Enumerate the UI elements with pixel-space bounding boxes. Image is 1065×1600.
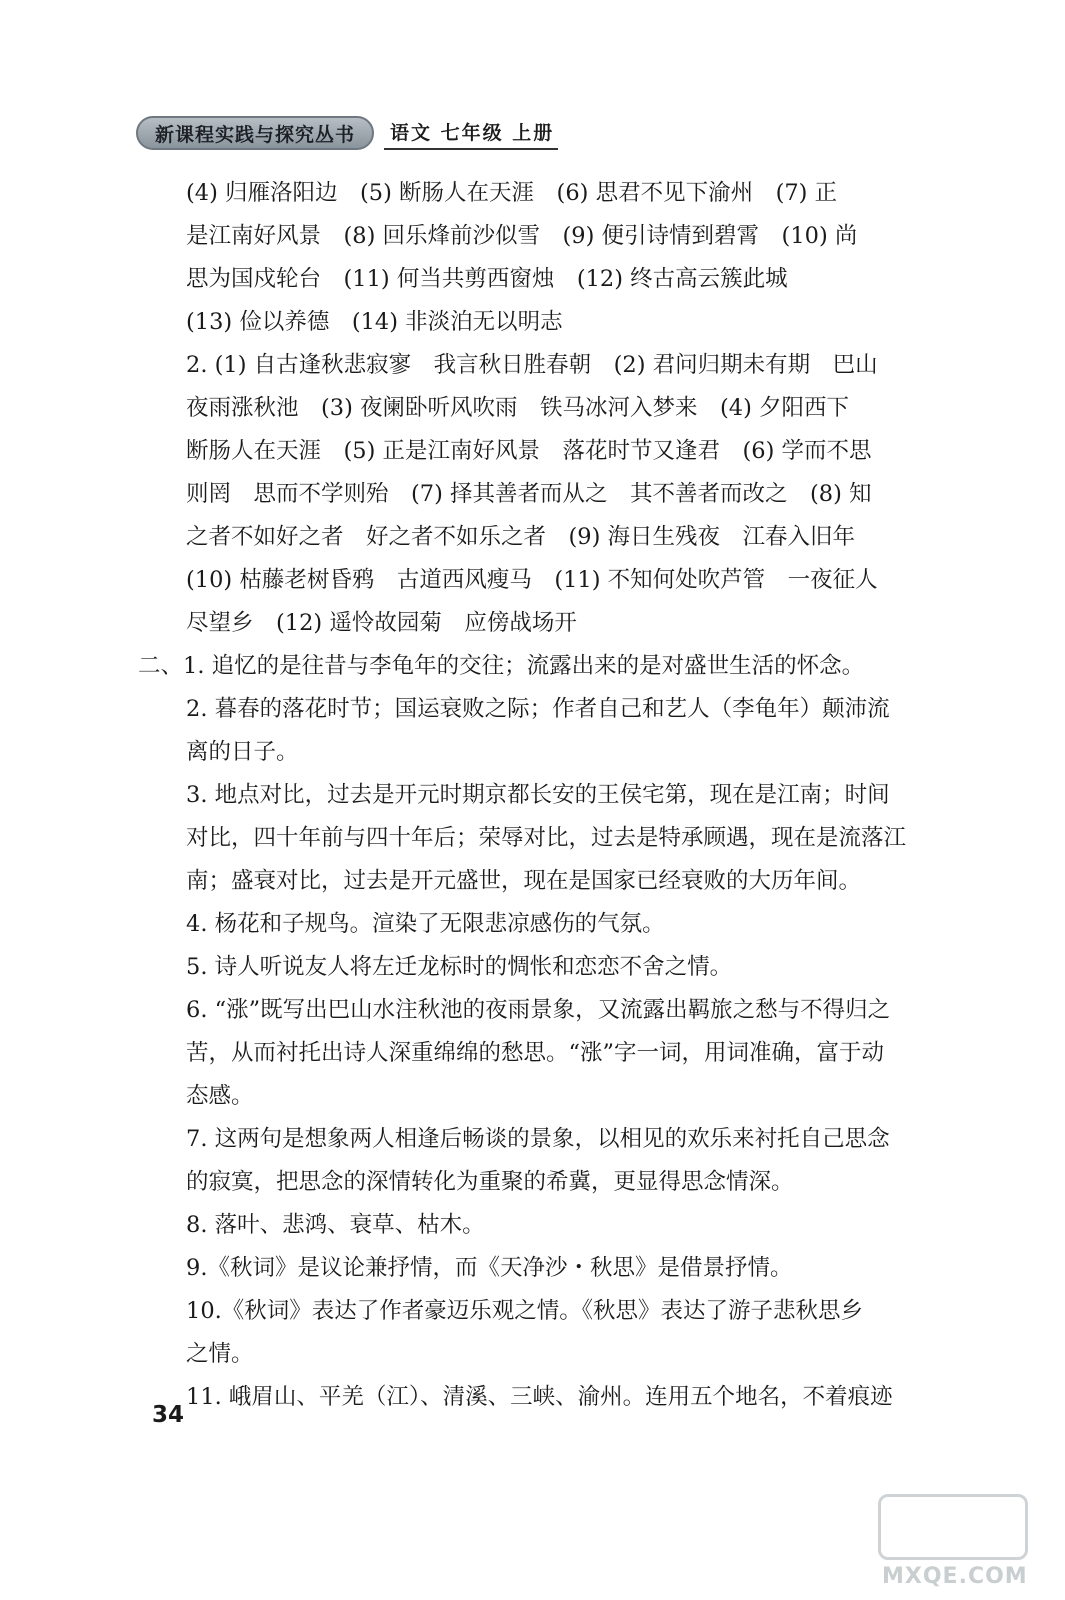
text-line: (13) 俭以养德 (14) 非淡泊无以明志 — [186, 309, 563, 335]
text-line: (4) 归雁洛阳边 (5) 断肠人在天涯 (6) 思君不见下渝州 (7) 正 — [186, 180, 838, 206]
text-line: 8. 落叶、悲鸿、衰草、枯木。 — [186, 1212, 485, 1238]
text-line: 则罔 思而不学则殆 (7) 择其善者而从之 其不善者而改之 (8) 知 — [186, 481, 872, 507]
text-line: 的寂寞，把思念的深情转化为重聚的希冀，更显得思念情深。 — [186, 1169, 794, 1195]
text-line: 对比，四十年前与四十年后；荣辱对比，过去是特承顾遇，现在是流落江 — [186, 825, 907, 851]
text-line: 态感。 — [186, 1083, 254, 1109]
running-header — [136, 116, 558, 150]
text-line: 夜雨涨秋池 (3) 夜阑卧听风吹雨 铁马冰河入梦来 (4) 夕阳西下 — [186, 395, 850, 421]
text-line: 5. 诗人听说友人将左迁龙标时的惆怅和恋恋不舍之情。 — [186, 954, 733, 980]
text-line: 4. 杨花和子规鸟。渲染了无限悲凉感伤的气氛。 — [186, 911, 665, 937]
text-line: 7. 这两句是想象两人相逢后畅谈的景象，以相见的欢乐来衬托自己思念 — [186, 1126, 890, 1152]
text-line: 离的日子。 — [186, 739, 299, 765]
text-line: 之情。 — [186, 1341, 254, 1367]
text-line: 3. 地点对比，过去是开元时期京都长安的王侯宅第，现在是江南；时间 — [186, 782, 890, 808]
text-line: 10.《秋词》表达了作者豪迈乐观之情。《秋思》表达了游子悲秋思乡 — [186, 1298, 864, 1324]
text-line: 思为国戍轮台 (11) 何当共剪西窗烛 (12) 终古高云簇此城 — [186, 266, 788, 292]
text-line: 苦，从而衬托出诗人深重绵绵的愁思。“涨”字一词，用词准确，富于动 — [186, 1040, 885, 1066]
text-line: 11. 峨眉山、平羌（江）、清溪、三峡、渝州。连用五个地名，不着痕迹 — [186, 1384, 893, 1410]
text-line: 是江南好风景 (8) 回乐烽前沙似雪 (9) 便引诗情到碧霄 (10) 尚 — [186, 223, 858, 249]
page-number: 34 — [152, 1402, 185, 1428]
watermark-logo — [878, 1494, 1038, 1594]
text-line: 9.《秋词》是议论兼抒情，而《天净沙・秋思》是借景抒情。 — [186, 1255, 793, 1281]
text-line: 南；盛衰对比，过去是开元盛世，现在是国家已经衰败的大历年间。 — [186, 868, 862, 894]
text-line: 尽望乡 (12) 遥怜故园菊 应傍战场开 — [186, 610, 577, 636]
text-line: 断肠人在天涯 (5) 正是江南好风景 落花时节又逢君 (6) 学而不思 — [186, 438, 872, 464]
section-heading-line: 二、1. 追忆的是往昔与李龟年的交往；流露出来的是对盛世生活的怀念。 — [138, 653, 865, 679]
text-line: (10) 枯藤老树昏鸦 古道西风瘦马 (11) 不知何处吹芦管 一夜征人 — [186, 567, 878, 593]
text-line: 6. “涨”既写出巴山水注秋池的夜雨景象，又流露出羁旅之愁与不得归之 — [186, 997, 891, 1023]
watermark-stamp-icon — [878, 1494, 1028, 1560]
watermark-text: MXQE.COM — [882, 1564, 1028, 1589]
subject-grade-label: 语文 七年级 上册 — [384, 121, 558, 150]
text-line: 之者不如好之者 好之者不如乐之者 (9) 海日生残夜 江春入旧年 — [186, 524, 856, 550]
text-line: 2. 暮春的落花时节；国运衰败之际；作者自己和艺人（李龟年）颠沛流 — [186, 696, 890, 722]
text-line: 2. (1) 自古逢秋悲寂寥 我言秋日胜春朝 (2) 君问归期未有期 巴山 — [186, 352, 878, 378]
series-title-badge: 新课程实践与探究丛书 — [136, 116, 374, 150]
